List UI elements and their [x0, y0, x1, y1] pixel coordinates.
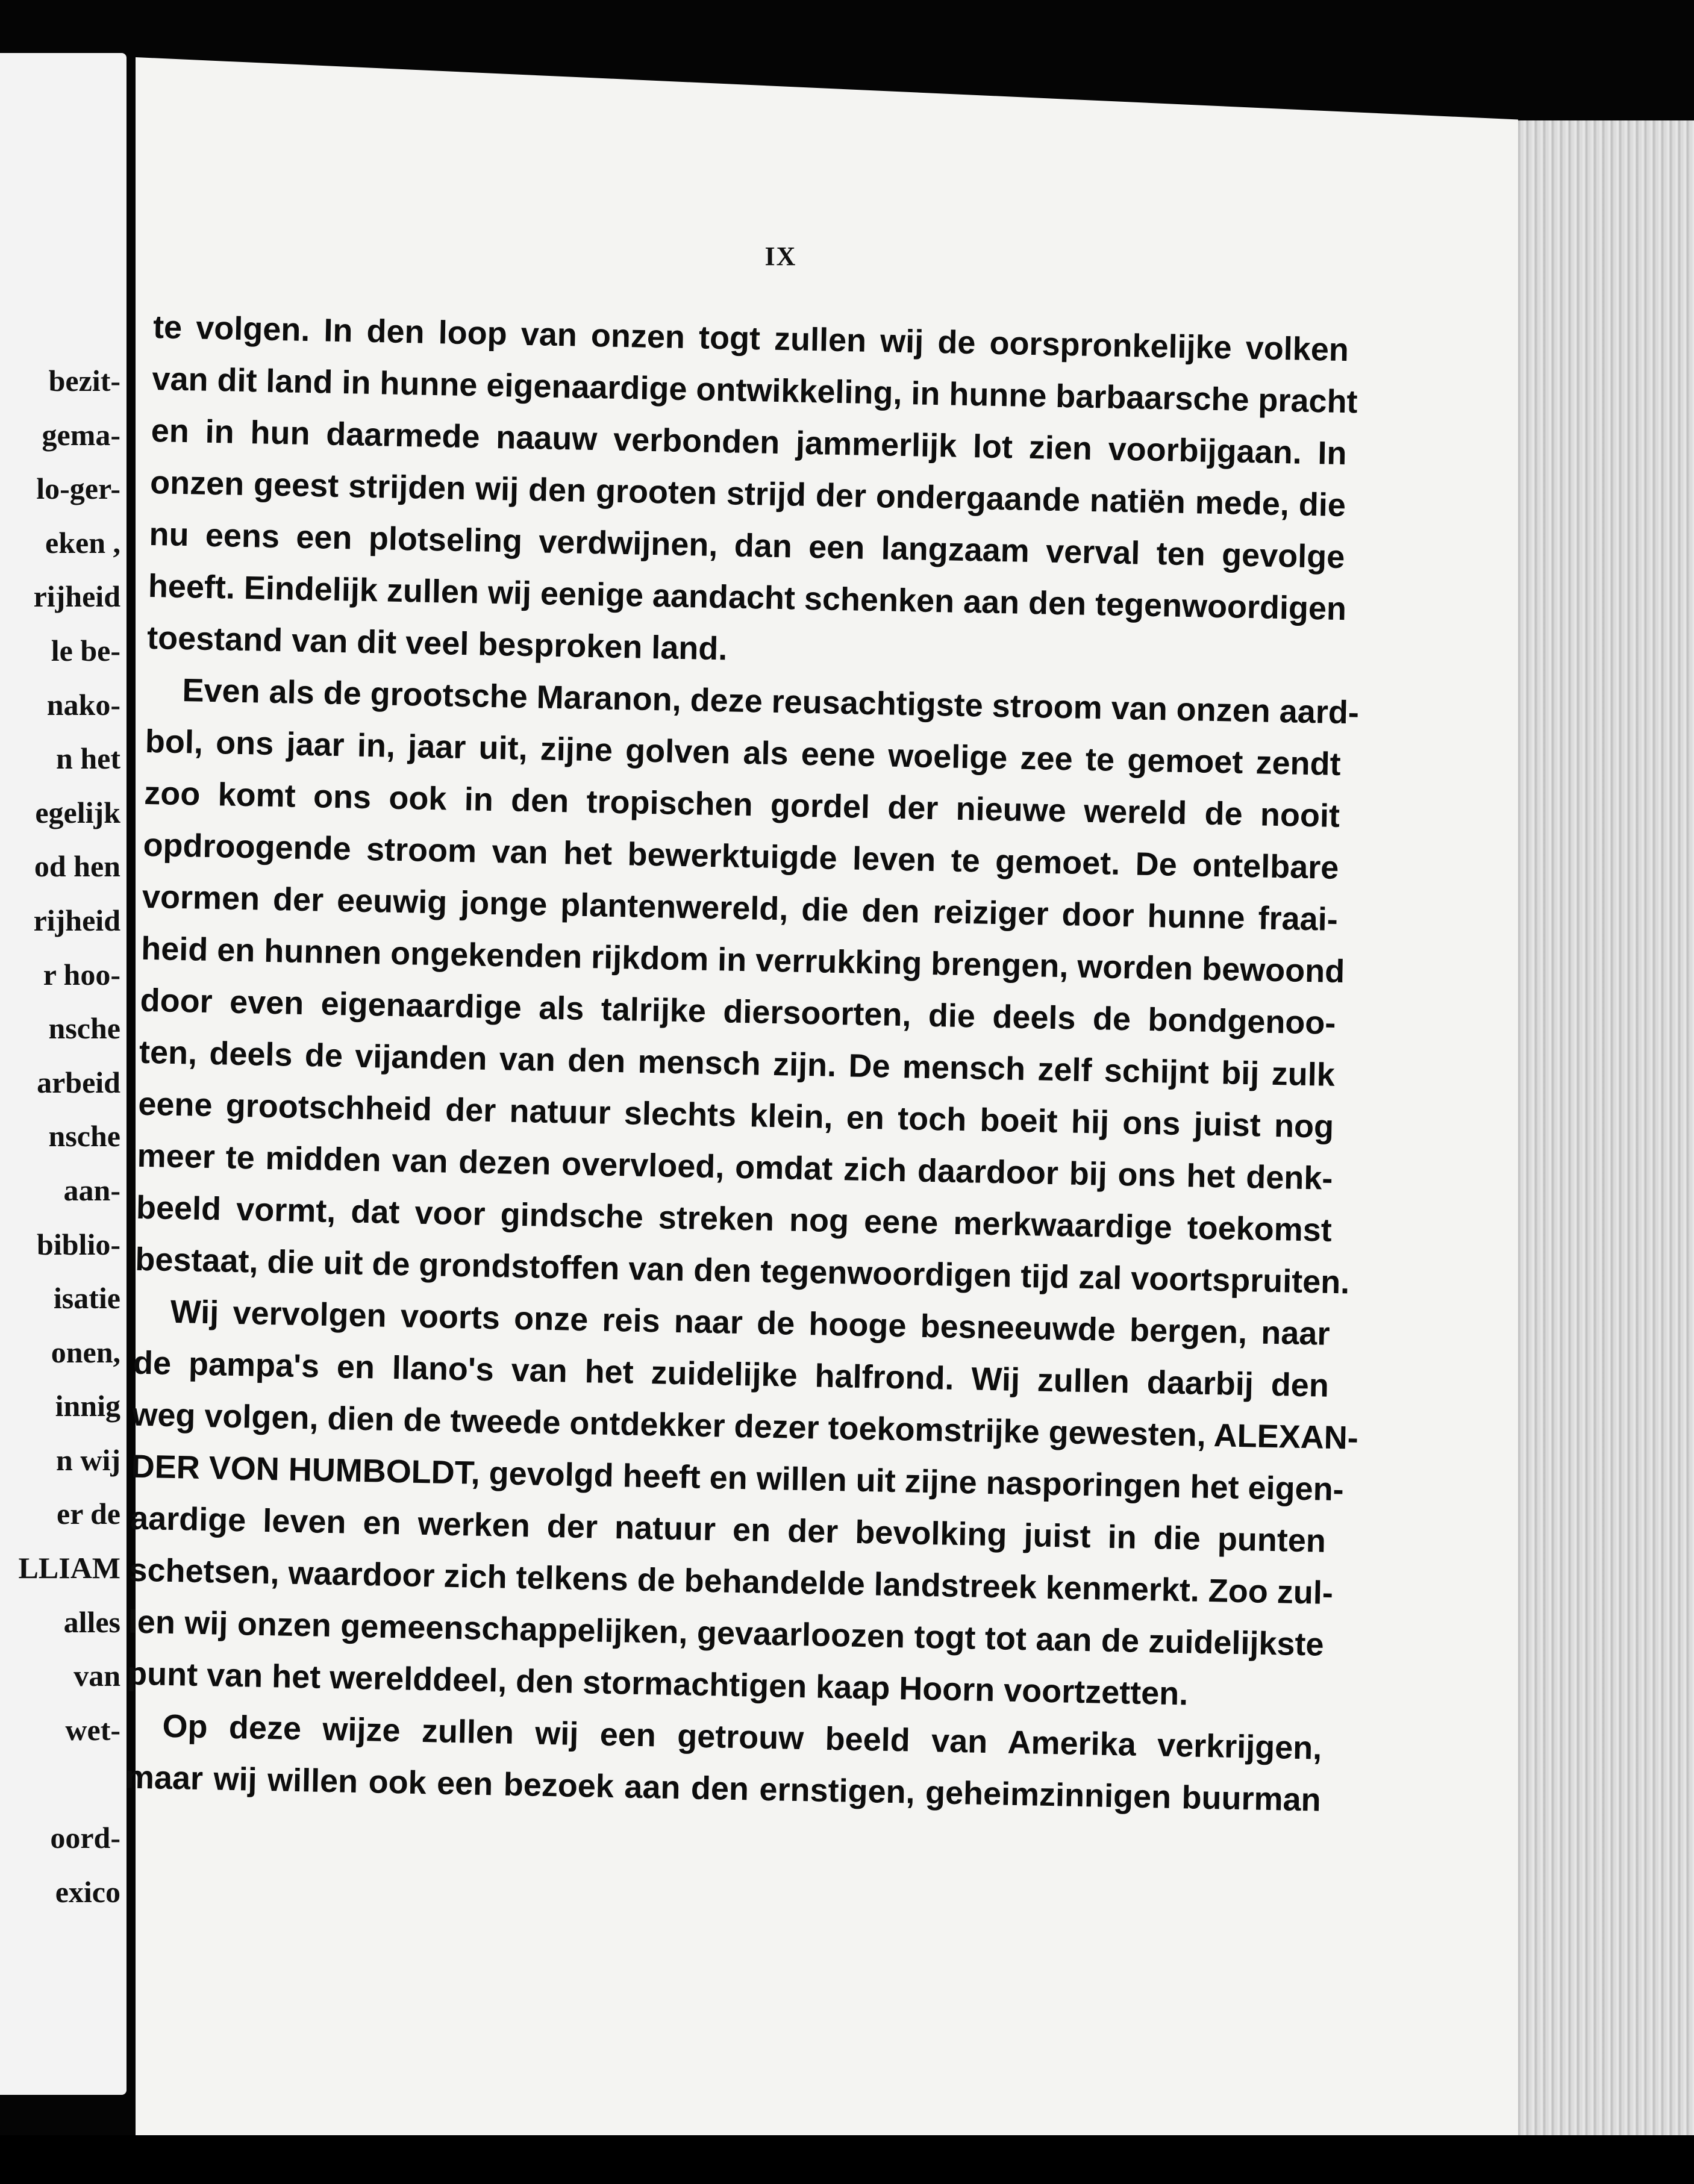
left-line: exico	[55, 1874, 120, 1909]
text-line: meer te midden van dezen overvloed, omdat zich daardoor bij ons het denk-	[137, 1137, 1333, 1197]
page-number: IX	[764, 242, 797, 271]
text-line: maar wij willen ook een bezoek aan den ernstigen, geheimzinnigen buurman	[125, 1759, 1322, 1818]
text-line: aardige leven en werken der natuur en der bevolking juist in die punten	[130, 1500, 1327, 1559]
text-line: zoo komt ons ook in den tropischen gordel der nieuwe wereld de nooit	[143, 775, 1340, 834]
text-line: bestaat, die uit de grondstoffen van den tegenwoordigen tijd zal voortspruiten.	[134, 1241, 1350, 1301]
text-line: Op deze wijze zullen wij een getrouw beeld van Amerika verkrijgen,	[162, 1708, 1322, 1767]
text-line: weg volgen, dien de tweede ontdekker dezer toekomstrijke gewesten, ALEXAN-	[131, 1396, 1359, 1456]
text-line: onzen geest strijden wij den grooten strijd der ondergaande natiën mede, die	[149, 464, 1346, 524]
left-line: r hoo-	[43, 957, 120, 991]
text-line: heid en hunnen ongekenden rijkdom in verrukking brengen, worden bewoond	[140, 930, 1345, 990]
left-line: alles	[63, 1605, 120, 1639]
left-line: arbeid	[37, 1065, 120, 1099]
left-line	[0, 1757, 120, 1811]
body-text	[125, 301, 1360, 1826]
left-line: onen,	[51, 1335, 120, 1369]
text-line: eene grootschheid der natuur slechts klein, en toch boeit hij ons juist nog	[137, 1085, 1334, 1145]
left-line: isatie	[53, 1281, 120, 1315]
text-line: te volgen. In den loop van onzen togt zullen wij de oorspronkelijke volken	[152, 308, 1349, 369]
left-line: rijheid	[33, 579, 120, 614]
left-line: wet-	[65, 1712, 120, 1747]
left-line: van	[73, 1659, 120, 1693]
text-line: punt van het werelddeel, den stormachtigen kaap Hoorn voortzetten.	[127, 1655, 1189, 1712]
left-line: od hen	[34, 849, 120, 884]
left-line: nsche	[48, 1119, 120, 1153]
left-line: LLIAM	[18, 1551, 120, 1585]
text-line: heeft. Eindelijk zullen wij eenige aandacht schenken aan den tegenwoordigen	[148, 567, 1347, 628]
left-line: bezit-	[48, 364, 120, 398]
text-line: DER VON HUMBOLDT, gevolgd heeft en willen uit zijne nasporingen het eigen-	[131, 1448, 1345, 1508]
text-line: len wij onzen gemeenschappelijken, gevaarloozen togt tot aan de zuidelijkste	[128, 1603, 1325, 1663]
text-line: toestand van dit veel besproken land.	[146, 619, 728, 667]
text-line: Wij vervolgen voorts onze reis naar de hooge besneeuwde bergen, naar	[170, 1293, 1331, 1352]
left-line: n het	[56, 741, 120, 776]
page-edge-stack	[1500, 120, 1694, 2156]
text-line: bol, ons jaar in, jaar uit, zijne golven als eene woelige zee te gemoet zendt	[145, 723, 1342, 782]
left-line: rijheid	[33, 903, 120, 937]
text-line: en in hun daarmede naauw verbonden jammerlijk lot zien voorbijgaan. In	[151, 412, 1348, 472]
text-line: nu eens een plotseling verdwijnen, dan een langzaam verval ten gevolge	[148, 516, 1345, 576]
text-line: schetsen, waardoor zich telkens de behandelde landstreek kenmerkt. Zoo zul-	[128, 1552, 1334, 1611]
left-page-fragment	[0, 53, 127, 2095]
text-line: door even eigenaardige als talrijke diersoorten, die deels de bondgenoo-	[140, 982, 1336, 1041]
left-line: n wij	[56, 1443, 120, 1477]
text-line: vormen der eeuwig jonge plantenwereld, die den reiziger door hunne fraai-	[142, 878, 1339, 938]
left-line: oord-	[50, 1821, 120, 1855]
left-line: er de	[57, 1497, 120, 1531]
left-line: biblio-	[37, 1227, 120, 1261]
left-line: le be-	[51, 633, 120, 667]
left-line: lo-ger-	[36, 472, 120, 506]
text-line: opdroogende stroom van het bewerktuigde leven te gemoet. De ontelbare	[143, 826, 1339, 886]
left-line: nako-	[46, 687, 120, 722]
left-line: aan-	[63, 1173, 120, 1207]
text-line: beeld vormt, dat voor gindsche streken nog eene merkwaardige toekomst	[136, 1189, 1333, 1249]
left-line: innig	[55, 1389, 120, 1423]
left-line: gema-	[42, 417, 120, 452]
text-line: Even als de grootsche Maranon, deze reusachtigste stroom van onzen aard-	[182, 672, 1360, 731]
left-line: eken ,	[45, 525, 120, 560]
left-line: egelijk	[35, 795, 120, 829]
text-line: de pampa's en llano's van het zuidelijke halfrond. Wij zullen daarbij den	[133, 1344, 1330, 1404]
text-line: ten, deels de vijanden van den mensch zijn. De mensch zelf schijnt bij zulk	[139, 1034, 1336, 1093]
left-page-text	[0, 354, 120, 1919]
text-line: van dit land in hunne eigenaardige ontwikkeling, in hunne barbaarsche pracht	[151, 360, 1358, 420]
left-line: nsche	[48, 1011, 120, 1046]
scan-bottom-edge	[0, 2135, 1694, 2184]
